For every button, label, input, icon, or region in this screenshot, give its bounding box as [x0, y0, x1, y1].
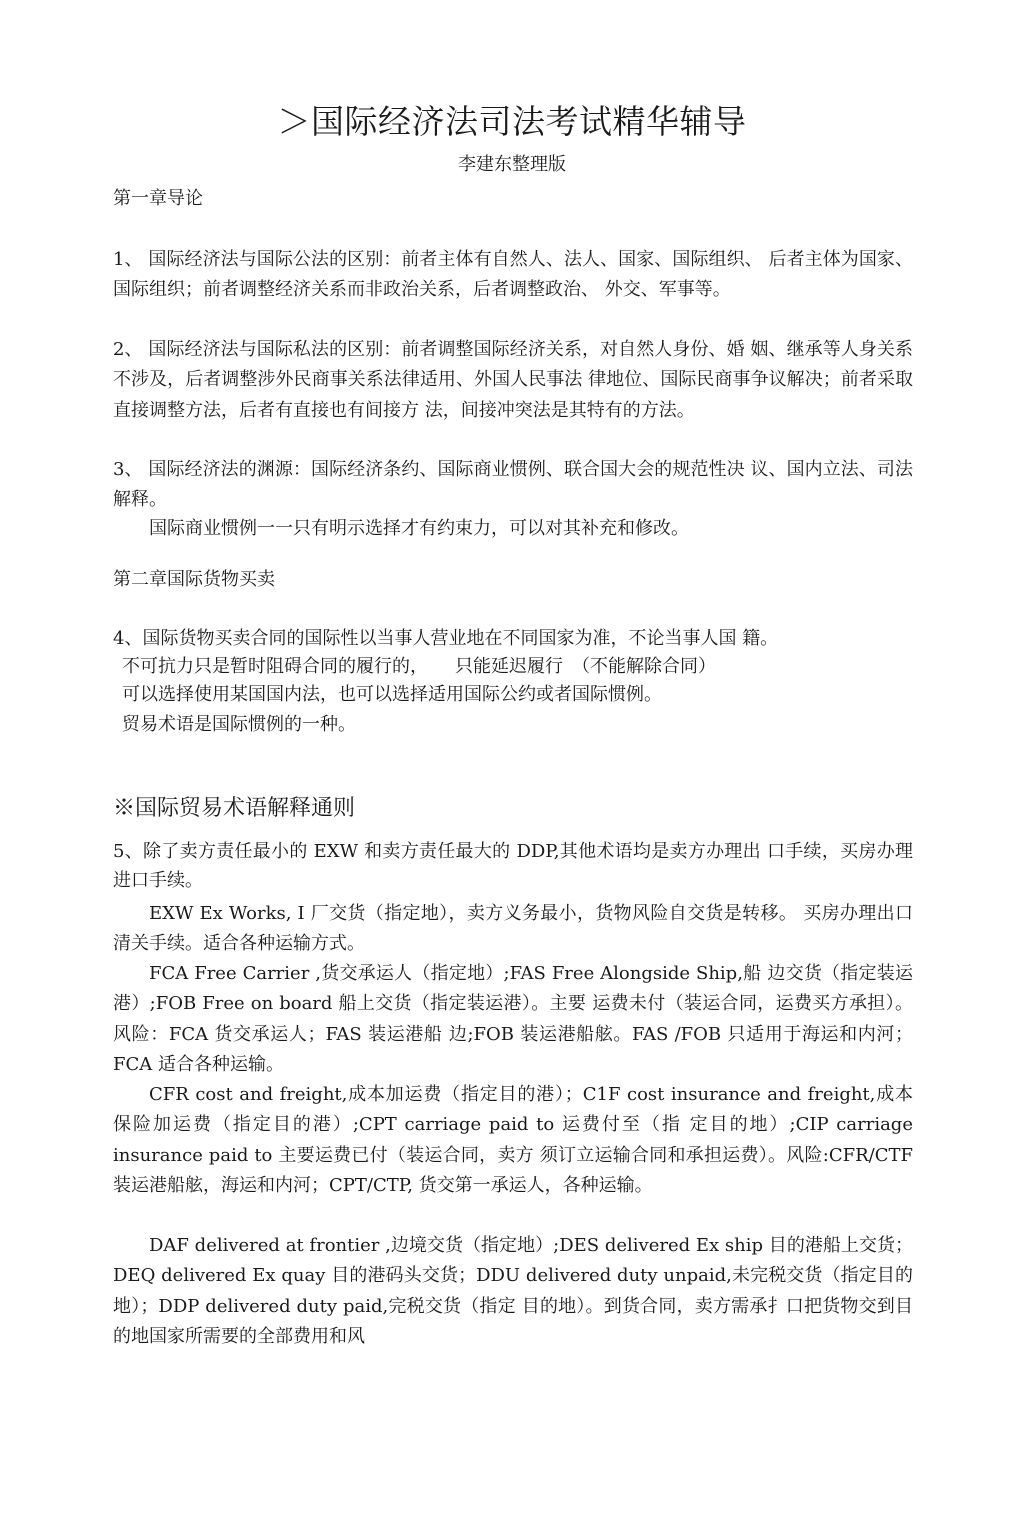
chapter-1-heading: 第一章导论 [113, 188, 203, 209]
chapter-2-line-2: 不可抗力只是暂时阻碍合同的履行的， 只能延迟履行 （不能解除合同） [122, 656, 716, 677]
paragraph-3-note: 国际商业惯例一一只有明示选择才有约束力，可以对其补充和修改。 [149, 518, 689, 539]
chapter-2-line-1: 4、国际货物买卖合同的国际性以当事人营业地在不同国家为准，不论当事人国 籍。 [113, 628, 779, 649]
paragraph-3: 3、 国际经济法的渊源：国际经济条约、国际商业惯例、联合国大会的规范性决 议、国内立法、司法解释。 [113, 459, 913, 511]
chapter-2-line-4: 贸易术语是国际惯例的一种。 [122, 714, 356, 735]
paragraph-cfr-cif-cpt-cip: CFR cost and freight,成本加运费（指定目的港）；C1F cost insurance and freight,成本保险加运费（指定目的港）;CPT carriage paid to 运费付至（指 定目的地）;CIP carriage insurance paid to 主要运费已付（装运合同，卖方 须订立运输合同和承担运费）。风险:CFR/CTF 装运港船舷，海运和内河；CPT/CTP, 货交第一承运人，各种运输。 [113, 1084, 913, 1196]
paragraph-2: 2、 国际经济法与国际私法的区别：前者调整国际经济关系，对自然人身份、婚 姻、继承等人身关系不涉及，后者调整涉外民商事关系法律适用、外国人民事法 律地位、国际民商事争议解决；前者采取直接调整方法，后者有直接也有间接方 法，间接冲突法是其特有的方法。 [113, 339, 913, 421]
paragraph-daf-des-deq-ddu-ddp: DAF delivered at frontier ,边境交货（指定地）;DES delivered Ex ship 目的港船上交货；DEQ delivered Ex quay 目的港码头交货；DDU delivered duty unpaid,未完税交货（指定目的地）；DDP delivered duty paid,完税交货（指定 目的地）。到货合同，卖方需承扌口把货物交到目的地国家所需要的全部费用和风 [113, 1235, 913, 1347]
paragraph-1: 1、 国际经济法与国际公法的区别：前者主体有自然人、法人、国家、国际组织、 后者主体为国家、国际组织；前者调整经济关系而非政治关系，后者调整政治、 外交、军事等。 [113, 249, 913, 301]
page-title: ＞国际经济法司法考试精华辅导 [277, 102, 747, 141]
section-heading: ※国际贸易术语解释通则 [113, 796, 356, 821]
paragraph-exw: EXW Ex Works, I 厂交货（指定地），卖方义务最小，货物风险自交货是转移。 买房办理出口清关手续。适合各种运输方式。 [113, 903, 913, 955]
paragraph-fca-fas-fob: FCA Free Carrier ,货交承运人（指定地）;FAS Free Alongside Ship,船 边交货（指定装运港）;FOB Free on board 船上交货（指定装运港）。主要 运费未付（装运合同，运费买方承担）。风险：FCA 货交承运人；FAS 装运港船 边;FOB 装运港船舷。FAS /FOB 只适用于海运和内河；FCA 适合各种运输。 [113, 963, 913, 1075]
chapter-2-heading: 第二章国际货物买卖 [113, 569, 275, 590]
page-subtitle: 李建东整理版 [458, 154, 566, 175]
chapter-2-line-3: 可以选择使用某国国内法，也可以选择适用国际公约或者国际惯例。 [122, 684, 662, 705]
paragraph-5: 5、除了卖方责任最小的 EXW 和卖方责任最大的 DDP,其他术语均是卖方办理出 口手续，买房办理进口手续。 [113, 841, 913, 891]
